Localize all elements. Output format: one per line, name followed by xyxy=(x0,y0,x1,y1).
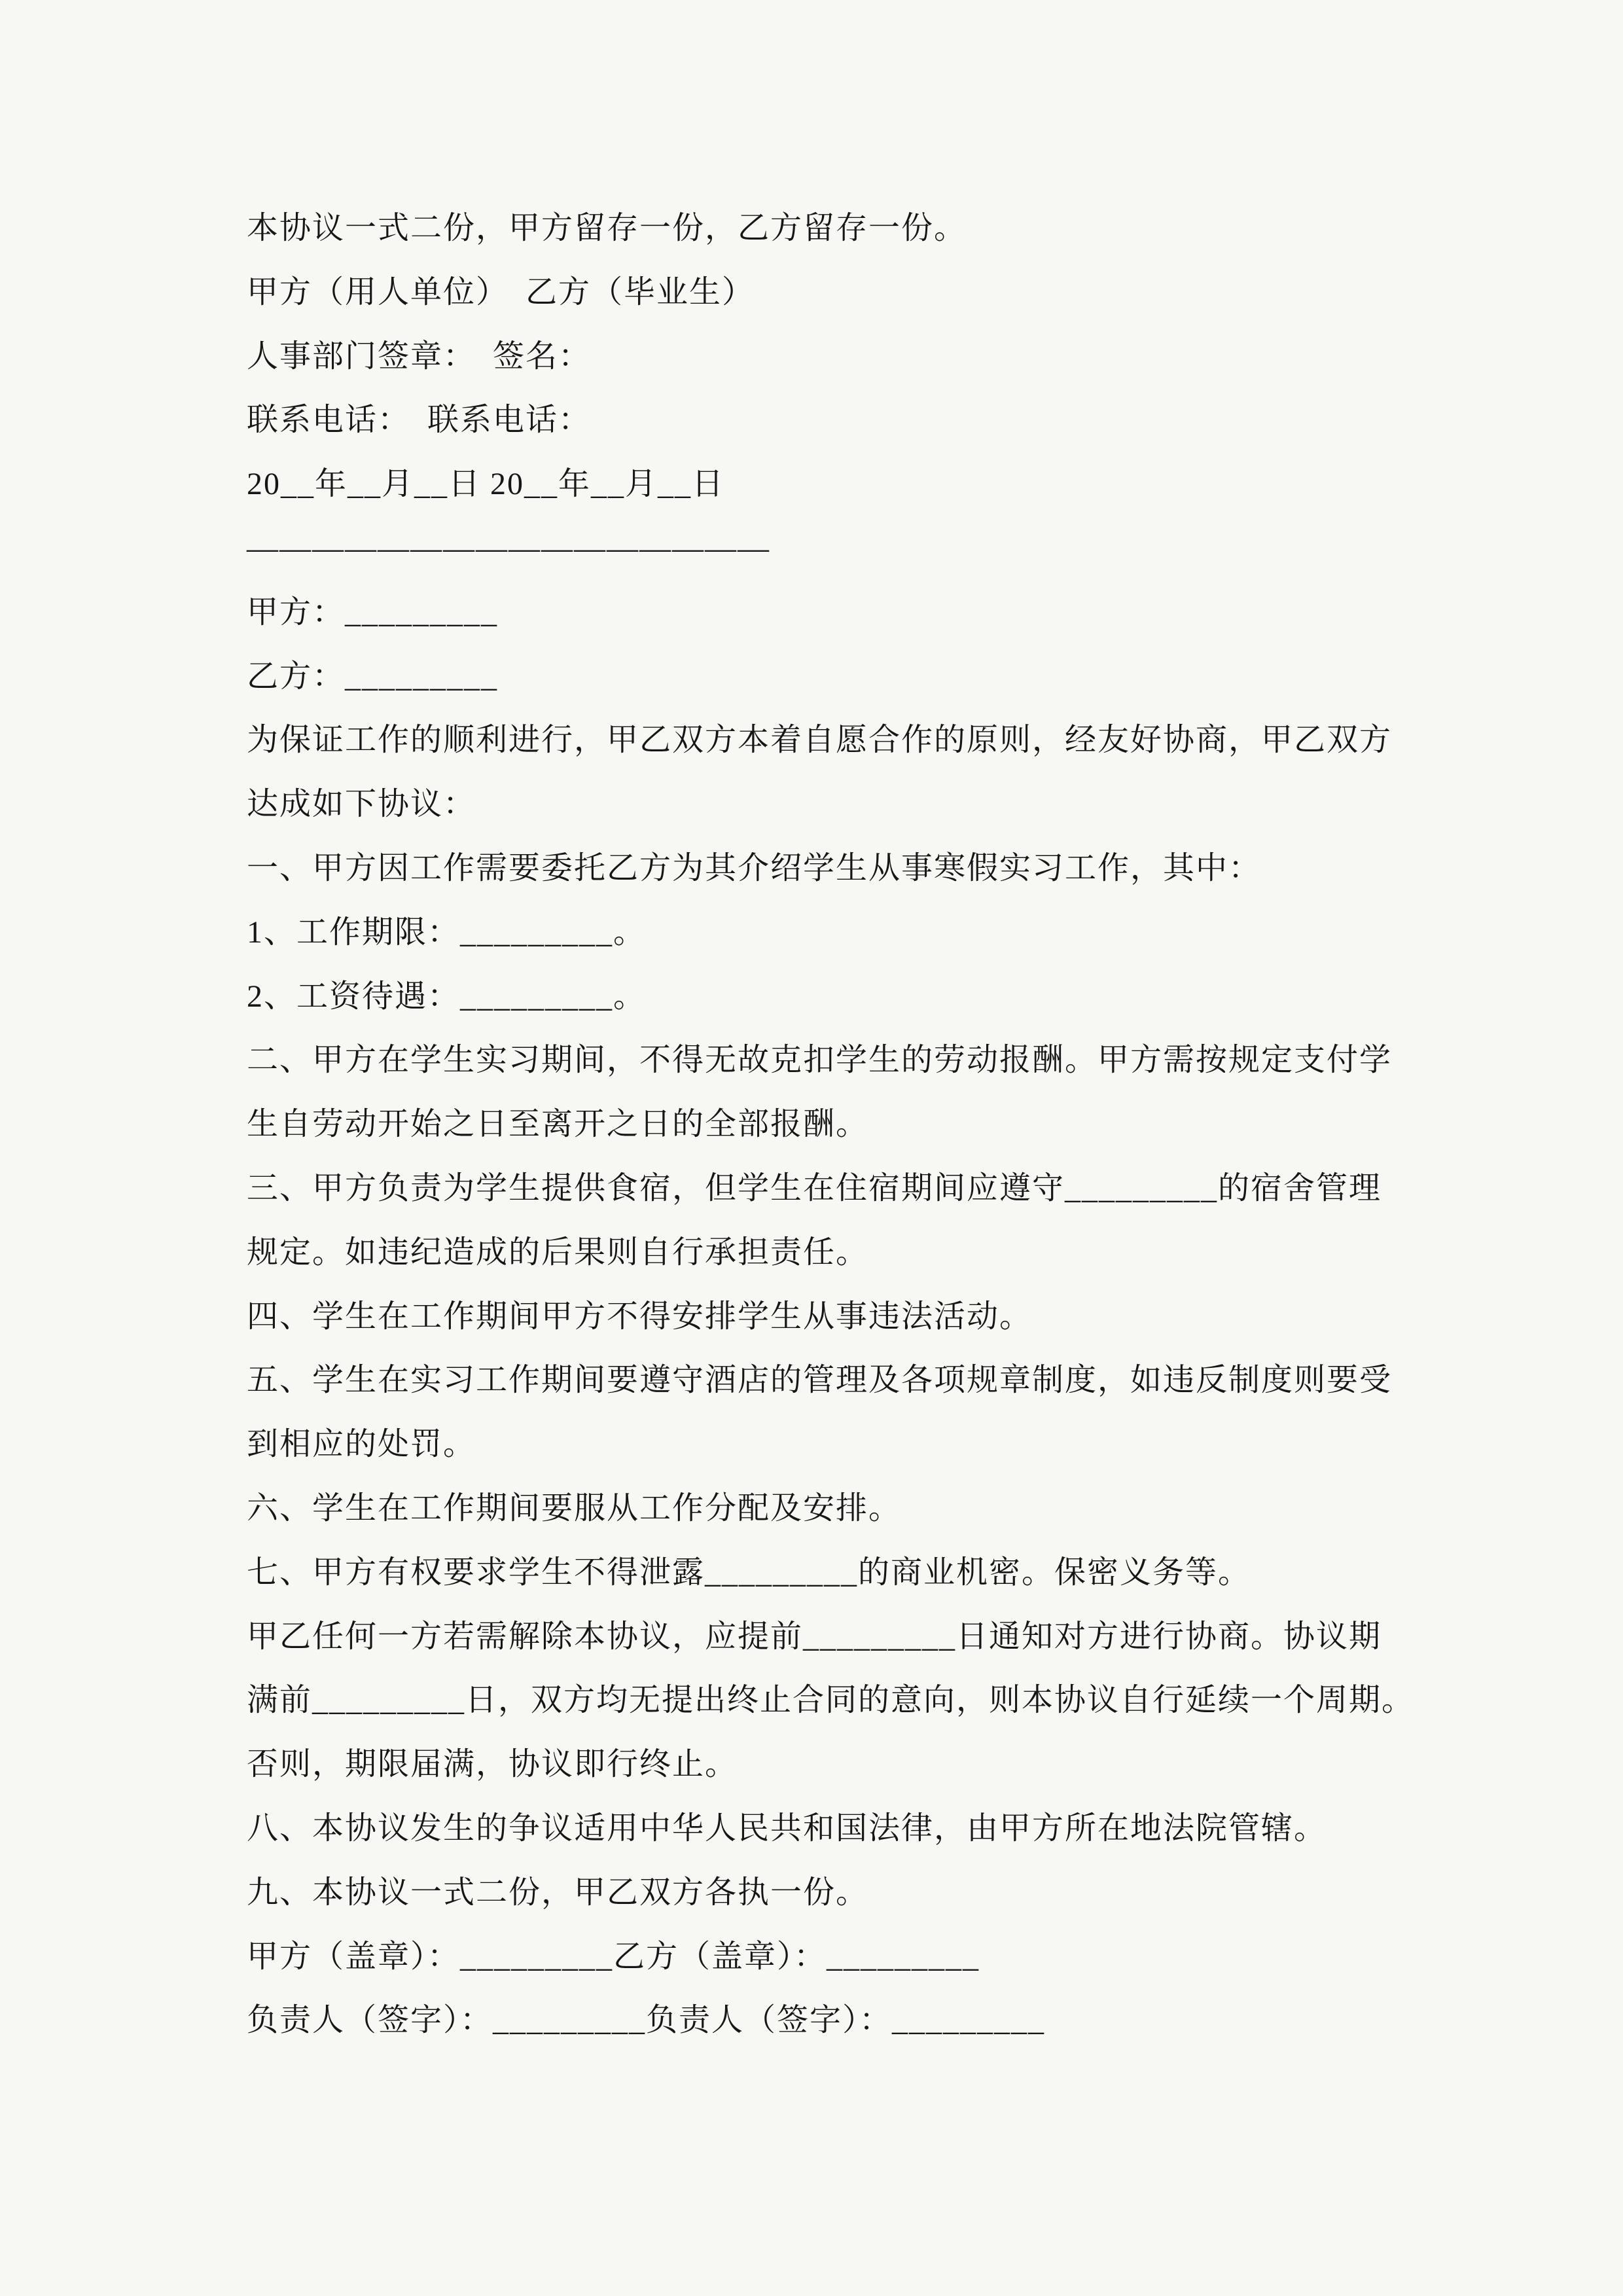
clause-5-line-2: 到相应的处罚。 xyxy=(247,1427,476,1462)
clause-1-item-2: 2、工资待遇：_________。 xyxy=(247,978,647,1014)
preamble-line-2: 达成如下协议： xyxy=(247,787,476,822)
termination-line-2: 满前_________日，双方均无提出终止合同的意向，则本协议自行延续一个周期。 xyxy=(247,1683,1415,1718)
clause-6: 六、学生在工作期间要服从工作分配及安排。 xyxy=(247,1490,902,1526)
dash-divider: ———————————————— xyxy=(247,530,770,565)
responsible-signature-row: 负责人（签字）：_________负责人（签字）：_________ xyxy=(247,2003,1046,2038)
clause-2-line-2: 生自劳动开始之日至离开之日的全部报酬。 xyxy=(247,1107,869,1142)
phone-labels: 联系电话： 联系电话： xyxy=(247,403,592,438)
clause-2-line-1: 二、甲方在学生实习期间，不得无故克扣学生的劳动报酬。甲方需按规定支付学 xyxy=(247,1043,1393,1078)
copies-clause: 本协议一式二份，甲方留存一份，乙方留存一份。 xyxy=(247,211,967,245)
party-b-blank: 乙方：_________ xyxy=(247,658,499,694)
party-headers: 甲方（用人单位） 乙方（毕业生） xyxy=(247,274,755,310)
clause-3-line-1: 三、甲方负责为学生提供食宿，但学生在住宿期间应遵守_________的宿舍管理 xyxy=(247,1170,1382,1206)
clause-8: 八、本协议发生的争议适用中华人民共和国法律，由甲方所在地法院管辖。 xyxy=(247,1810,1327,1846)
clause-1: 一、甲方因工作需要委托乙方为其介绍学生从事寒假实习工作，其中： xyxy=(247,850,1262,886)
seal-signature-row: 甲方（盖章）：_________乙方（盖章）：_________ xyxy=(247,1939,980,1974)
signature-labels: 人事部门签章： 签名： xyxy=(247,338,592,374)
party-a-blank: 甲方：_________ xyxy=(247,594,499,630)
clause-5-line-1: 五、学生在实习工作期间要遵守酒店的管理及各项规章制度，如违反制度则要受 xyxy=(247,1363,1393,1398)
date-blanks: 20__年__月__日 20__年__月__日 xyxy=(247,467,725,502)
clause-4: 四、学生在工作期间甲方不得安排学生从事违法活动。 xyxy=(247,1299,1033,1334)
clause-9: 九、本协议一式二份，甲乙双方各执一份。 xyxy=(247,1874,869,1910)
termination-line-3: 否则，期限届满，协议即行终止。 xyxy=(247,1747,738,1782)
termination-line-1: 甲乙任何一方若需解除本协议，应提前_________日通知对方进行协商。协议期 xyxy=(247,1619,1382,1654)
preamble-line-1: 为保证工作的顺利进行，甲乙双方本着自愿合作的原则，经友好协商，甲乙双方 xyxy=(247,723,1393,758)
clause-1-item-1: 1、工作期限：_________。 xyxy=(247,914,647,950)
clause-7: 七、甲方有权要求学生不得泄露_________的商业机密。保密义务等。 xyxy=(247,1554,1251,1590)
clause-3-line-2: 规定。如违纪造成的后果则自行承担责任。 xyxy=(247,1234,869,1270)
